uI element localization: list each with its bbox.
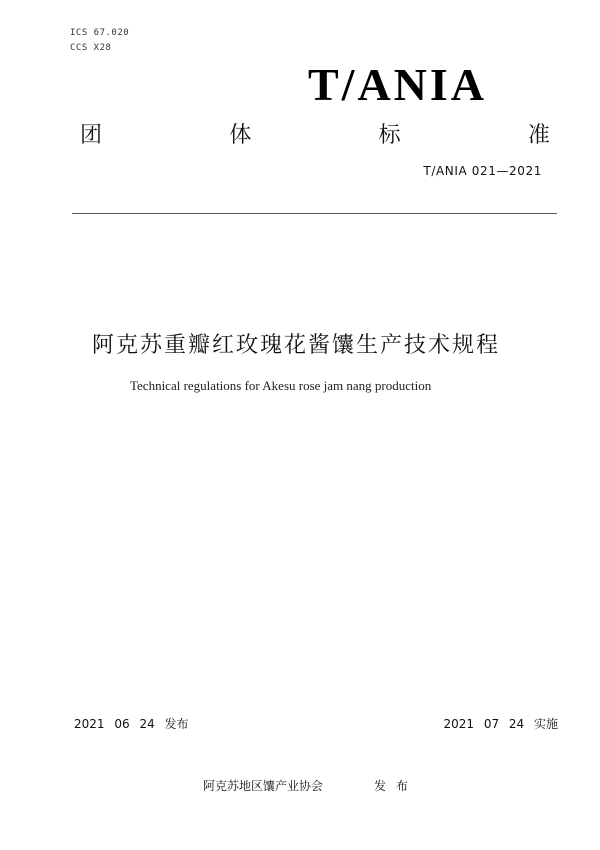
ccs-code: CCS X28 (70, 43, 112, 53)
standard-type-char: 体 (229, 123, 252, 148)
document-title-english: Technical regulations for Akesu rose jam nang production (130, 378, 432, 393)
ics-code: ICS 67.020 (70, 28, 130, 38)
issue-label: 发布 (374, 779, 419, 793)
issuing-organization: 阿克苏地区馕产业协会 (203, 779, 324, 793)
standard-type-char: 团 (80, 123, 103, 148)
implement-date: 2021 07 24 实施 (443, 717, 558, 731)
standard-number: T/ANIA 021—2021 (423, 164, 542, 178)
standard-type-char: 标 (378, 123, 401, 148)
document-title-chinese: 阿克苏重瓣红玫瑰花酱馕生产技术规程 (92, 333, 501, 358)
header-divider (72, 213, 557, 214)
publish-date: 2021 06 24 发布 (74, 717, 189, 731)
standard-type-heading (80, 118, 550, 149)
standard-type-char: 准 (527, 123, 550, 148)
association-logo-text: T/ANIA (308, 59, 488, 110)
